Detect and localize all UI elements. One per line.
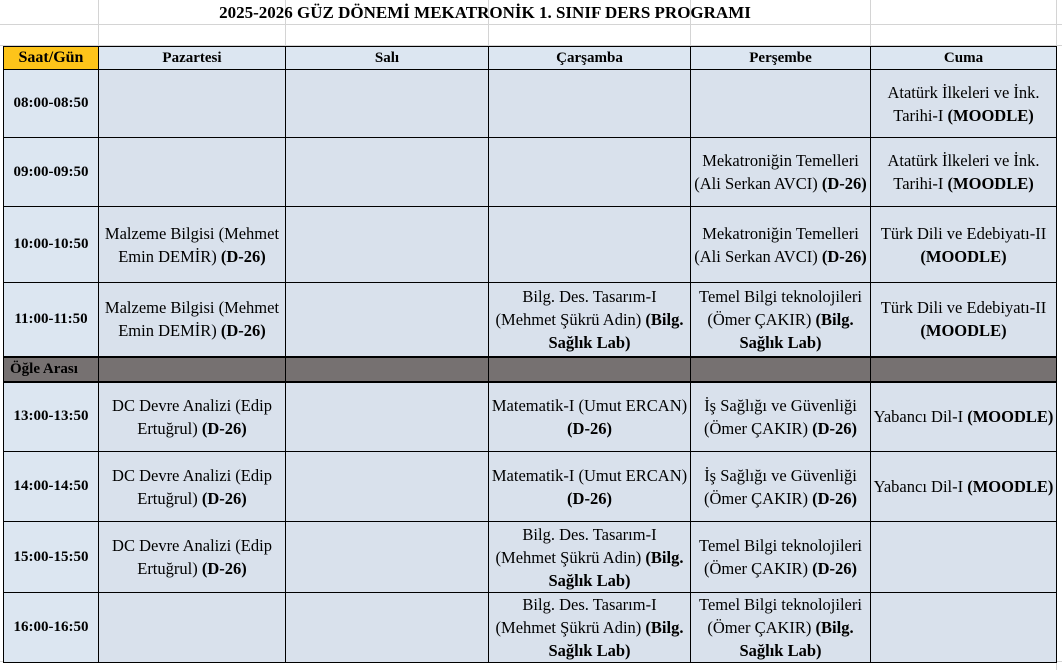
lunch-break-cell[interactable] [871,357,1057,382]
course-text: Temel Bilgi teknolojileri (Ömer ÇAKIR) [699,595,862,637]
course-text: Atatürk İlkeleri ve İnk. Tarihi-I [887,82,1040,125]
course-text: Bilg. Des. Tasarım-I (Mehmet Şükrü Adin) [495,286,657,329]
course-location: (D-26) [567,488,612,508]
course-text: Atatürk İlkeleri ve İnk. Tarihi-I [887,151,1040,193]
course-cell-thursday[interactable] [691,138,871,207]
course-cell-tuesday[interactable] [286,70,489,138]
lunch-break-cell[interactable] [99,357,286,382]
course-cell-tuesday[interactable] [286,593,489,663]
course-location: (D-26) [812,559,858,578]
course-location: (MOODLE) [920,246,1007,266]
time-slot-cell[interactable]: 11:00-11:50 [4,283,99,357]
day-header-tuesday[interactable]: Salı [286,47,489,70]
table-row [4,452,1057,522]
corner-cell[interactable]: Saat/Gün [4,47,99,70]
course-text: Matematik-I (Umut ERCAN) [491,465,688,485]
course-location: (D-26) [821,246,867,266]
course-location: (Bilg. Sağlık Lab) [548,547,684,590]
lunch-break-cell[interactable] [691,357,871,382]
table-row [4,138,1057,207]
course-cell-friday[interactable] [871,207,1057,283]
day-header-wednesday[interactable]: Çarşamba [489,47,691,70]
course-location: (MOODLE) [920,321,1007,341]
course-location: (MOODLE) [947,105,1034,125]
course-location: (D-26) [220,246,266,266]
course-cell-friday[interactable] [871,70,1057,138]
course-cell-monday[interactable] [99,593,286,663]
course-cell-tuesday[interactable] [286,283,489,357]
course-cell-monday[interactable] [99,138,286,207]
table-row [4,283,1057,357]
lunch-break-cell[interactable] [489,357,691,382]
day-header-friday[interactable]: Cuma [871,47,1057,70]
course-cell-monday[interactable] [99,283,286,357]
table-row [4,522,1057,593]
course-text: Yabancı Dil-I [873,407,968,427]
course-cell-monday[interactable] [99,522,286,593]
schedule-table [3,46,1057,663]
table-row [4,593,1057,663]
day-header-monday[interactable]: Pazartesi [99,47,286,70]
course-cell-friday[interactable] [871,138,1057,207]
course-cell-thursday[interactable] [691,593,871,663]
course-text: Mekatroniğin Temelleri (Ali Serkan AVCI) [694,223,859,266]
course-location: (D-26) [201,488,247,508]
course-cell-wednesday[interactable] [489,452,691,522]
course-cell-wednesday[interactable] [489,207,691,283]
table-row [4,207,1057,283]
course-cell-tuesday[interactable] [286,138,489,207]
time-slot-cell[interactable]: 09:00-09:50 [4,138,99,207]
course-location: (Bilg. Sağlık Lab) [548,309,684,352]
course-text: Türk Dili ve Edebiyatı-II [880,223,1047,243]
course-cell-friday[interactable] [871,283,1057,357]
day-header-thursday[interactable]: Perşembe [691,47,871,70]
course-cell-friday[interactable] [871,452,1057,522]
course-cell-tuesday[interactable] [286,452,489,522]
course-cell-friday[interactable] [871,382,1057,452]
course-cell-tuesday[interactable] [286,207,489,283]
course-cell-tuesday[interactable] [286,522,489,593]
course-text: Bilg. Des. Tasarım-I (Mehmet Şükrü Adin) [495,595,657,637]
course-cell-thursday[interactable] [691,207,871,283]
course-location: (D-26) [567,418,612,438]
table-row [4,70,1057,138]
course-text: Temel Bilgi teknolojileri (Ömer ÇAKIR) [699,536,862,578]
course-cell-thursday[interactable] [691,522,871,593]
course-cell-friday[interactable] [871,522,1057,593]
course-cell-monday[interactable] [99,452,286,522]
lunch-break-cell[interactable] [286,357,489,382]
course-text: Bilg. Des. Tasarım-I (Mehmet Şükrü Adin) [495,524,657,567]
course-location: (MOODLE) [947,174,1034,193]
course-cell-wednesday[interactable] [489,283,691,357]
course-cell-thursday[interactable] [691,70,871,138]
course-cell-thursday[interactable] [691,382,871,452]
course-text: Malzeme Bilgisi (Mehmet Emin DEMİR) [104,223,280,266]
course-location: (D-26) [812,418,858,438]
course-location: (MOODLE) [967,477,1054,496]
course-text: Türk Dili ve Edebiyatı-II [880,298,1047,318]
course-text: DC Devre Analizi (Edip Ertuğrul) [112,536,272,578]
course-location: (Bilg. Sağlık Lab) [739,618,854,660]
course-location: (Bilg. Sağlık Lab) [739,309,854,352]
lunch-break-label[interactable]: Öğle Arası [4,357,99,382]
course-cell-monday[interactable] [99,70,286,138]
course-location: (D-26) [201,418,247,438]
course-cell-wednesday[interactable] [489,522,691,593]
table-row [4,382,1057,452]
course-location: (D-26) [201,559,247,578]
course-location: (D-26) [220,321,266,341]
lunch-break-row [4,357,1057,382]
course-text: Matematik-I (Umut ERCAN) [491,395,688,415]
time-slot-cell[interactable]: 15:00-15:50 [4,522,99,593]
course-location: (D-26) [812,488,858,508]
course-cell-monday[interactable] [99,207,286,283]
time-slot-cell[interactable]: 13:00-13:50 [4,382,99,452]
course-location: (D-26) [821,174,867,193]
course-cell-thursday[interactable] [691,283,871,357]
course-text: DC Devre Analizi (Edip Ertuğrul) [112,465,272,508]
page-title: 2025-2026 GÜZ DÖNEMİ MEKATRONİK 1. SINIF DERS PROGRAMI [219,3,751,22]
course-text: Malzeme Bilgisi (Mehmet Emin DEMİR) [104,298,280,341]
course-text: Yabancı Dil-I [873,477,968,496]
header-row [4,47,1057,70]
course-cell-tuesday[interactable] [286,382,489,452]
course-text: İş Sağlığı ve Güvenliği (Ömer ÇAKIR) [703,395,857,438]
course-text: Temel Bilgi teknolojileri (Ömer ÇAKIR) [699,286,862,329]
time-slot-cell[interactable]: 08:00-08:50 [4,70,99,138]
course-cell-wednesday[interactable] [489,70,691,138]
course-cell-wednesday[interactable] [489,138,691,207]
course-text: DC Devre Analizi (Edip Ertuğrul) [112,395,272,438]
course-cell-wednesday[interactable] [489,593,691,663]
course-text: İş Sağlığı ve Güvenliği (Ömer ÇAKIR) [703,465,857,508]
course-cell-thursday[interactable] [691,452,871,522]
time-slot-cell[interactable]: 14:00-14:50 [4,452,99,522]
course-location: (MOODLE) [967,407,1054,427]
time-slot-cell[interactable]: 10:00-10:50 [4,207,99,283]
course-cell-friday[interactable] [871,593,1057,663]
course-cell-monday[interactable] [99,382,286,452]
time-slot-cell[interactable]: 16:00-16:50 [4,593,99,663]
course-cell-wednesday[interactable] [489,382,691,452]
course-location: (Bilg. Sağlık Lab) [548,618,684,660]
course-text: Mekatroniğin Temelleri (Ali Serkan AVCI) [694,151,859,193]
